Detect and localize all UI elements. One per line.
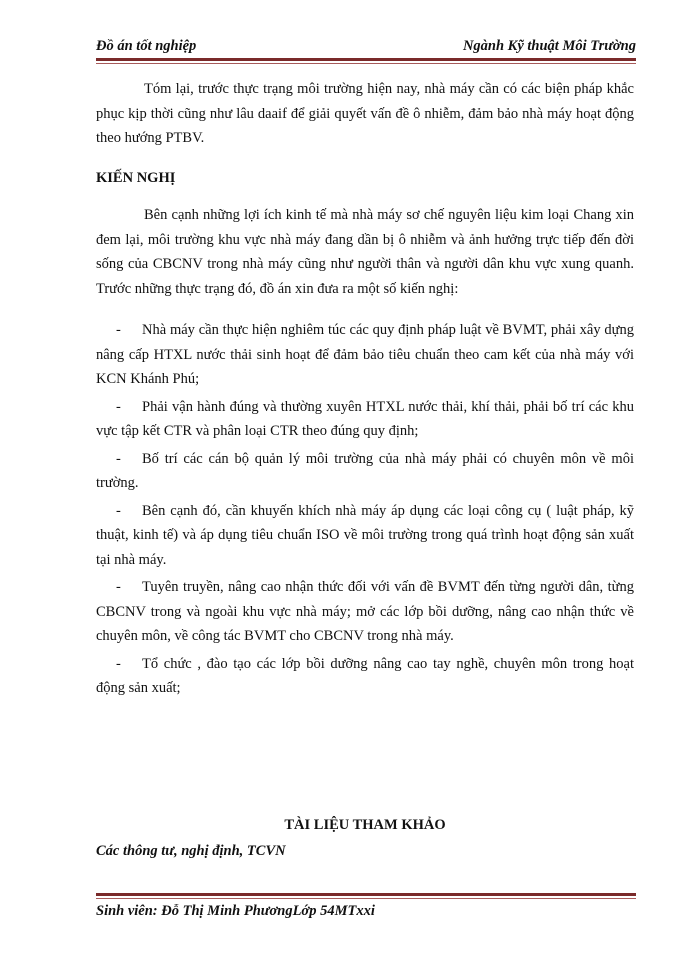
bullet-dash: - <box>116 579 121 595</box>
list-item-text: Bố trí các cán bộ quản lý môi trường của nhà máy phải có chuyên môn về môi trường. <box>96 450 634 491</box>
bullet-dash: - <box>116 655 121 672</box>
references-title: TÀI LIỆU THAM KHẢO <box>284 817 446 833</box>
header-rule-thin <box>96 63 636 64</box>
footer-rule-thin <box>96 898 636 899</box>
list-item <box>96 395 634 444</box>
list-item <box>96 575 634 649</box>
references-subtitle: Các thông tư, nghị định, TCVN <box>96 843 286 859</box>
list-item-text: Tổ chức , đào tạo các lớp bồi dưỡng nâng cao tay nghề, chuyên môn trong hoạt động sản xuất; <box>96 655 634 696</box>
list-item-text: Nhà máy cần thực hiện nghiêm túc các quy định pháp luật về BVMT, phải xây dựng nâng cấp HTXL nước thải sinh hoạt để đảm bảo tiêu chuẩn theo cam kết của nhà máy với KCN Khánh Phú; <box>96 322 634 387</box>
header-thesis-label: Đồ án tốt nghiệp <box>96 38 197 54</box>
list-item <box>96 652 634 701</box>
footer-rule-thick <box>96 893 636 896</box>
list-item-text: Bên cạnh đó, cần khuyến khích nhà máy áp dụng các loại công cụ ( luật pháp, kỹ thuật, kinh tế) và áp dụng tiêu chuẩn ISO về môi trường trong quá trình hoạt động sản xuất tại nhà máy. <box>96 502 634 568</box>
footer-student-info: Sinh viên: Đỗ Thị Minh PhươngLớp 54MTxxi <box>96 903 375 919</box>
list-item <box>96 499 634 573</box>
list-item <box>96 318 634 392</box>
bullet-dash: - <box>116 502 121 519</box>
list-item-text: Tuyên truyền, nâng cao nhận thức đối với vấn đề BVMT đến từng người dân, từng CBCNV trong và ngoài khu vực nhà máy; mở các lớp bồi dưỡng, nâng cao nhận thức về chuyên môn, về công tác BVMT cho CBCNV trong nhà máy. <box>96 579 634 644</box>
list-item-text: Phải vận hành đúng và thường xuyên HTXL nước thải, khí thải, phải bố trí các khu vực tập kết CTR và phân loại CTR theo đúng quy định; <box>96 398 634 439</box>
summary-block <box>96 77 634 151</box>
bullet-dash: - <box>116 398 121 415</box>
bullet-dash: - <box>116 322 121 338</box>
recommendations-list <box>96 318 634 704</box>
recommendations-intro: Bên cạnh những lợi ích kinh tế mà nhà máy sơ chế nguyên liệu kim loại Chang xin đem lại, môi trường khu vực nhà máy đang dần bị ô nhiễm và ảnh hưởng trực tiếp đến đời sống của CBCNV trong nhà máy cũng như người thân và người dân khu vực xung quanh. Trước những thực trạng đó, đồ án xin đưa ra một số kiến nghị: <box>96 207 634 297</box>
header-major-label: Ngành Kỹ thuật Môi Trường <box>462 38 636 54</box>
list-item <box>96 447 634 496</box>
recommendations-intro-block <box>96 203 634 301</box>
header-rule-thick <box>96 58 636 61</box>
recommendations-heading: KIẾN NGHỊ <box>96 170 176 186</box>
bullet-dash: - <box>116 450 121 467</box>
summary-paragraph: Tóm lại, trước thực trạng môi trường hiện nay, nhà máy cần có các biện pháp khắc phục kịp thời cũng như lâu daaif để giải quyết vấn đề ô nhiễm, đảm bảo nhà máy hoạt động theo hướng PTBV. <box>96 81 634 146</box>
